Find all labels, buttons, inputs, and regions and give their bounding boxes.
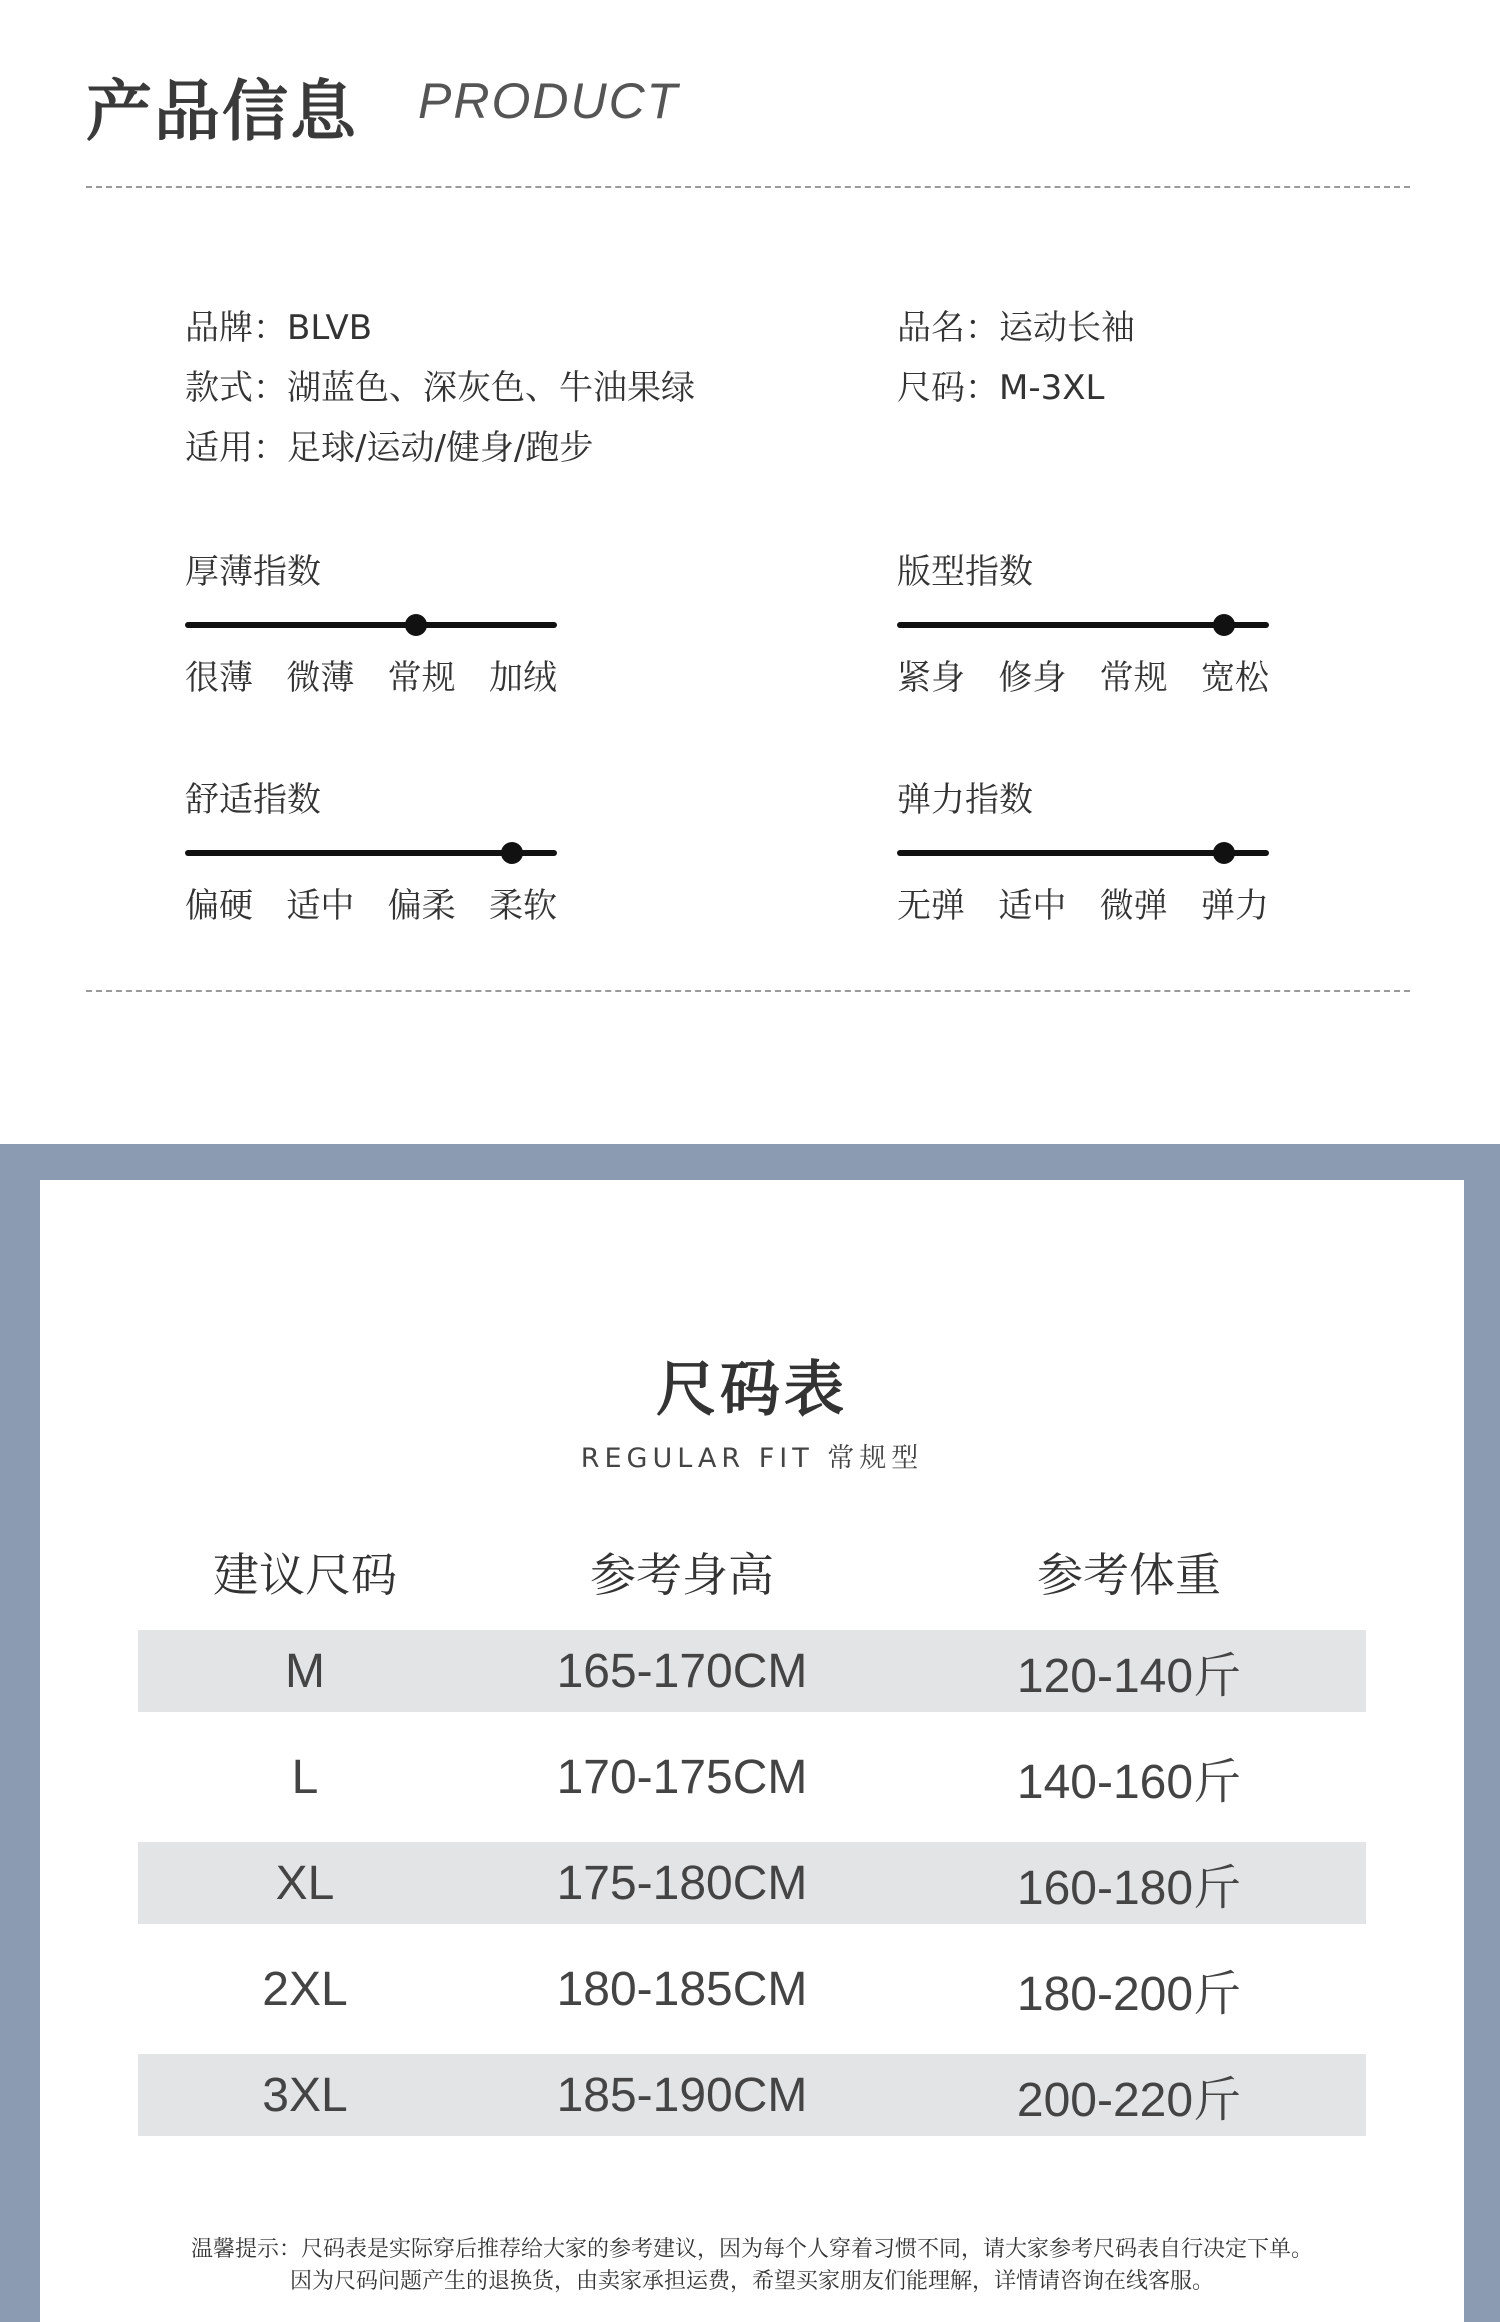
- section-header: [86, 58, 1416, 150]
- index-marker: [405, 614, 427, 636]
- spec-key: 品牌 ：: [185, 308, 287, 348]
- spec-product-name: [897, 300, 1135, 349]
- spec-size: [897, 360, 1104, 409]
- scale-label: 无弹: [897, 886, 965, 926]
- index-marker: [1213, 842, 1235, 864]
- table-row: [138, 2054, 1366, 2136]
- divider-bottom: [86, 990, 1410, 992]
- scale-label: 常规: [387, 658, 456, 698]
- table-row: [138, 1630, 1366, 1712]
- spec-value: BLVB: [287, 308, 373, 348]
- size-cell: XL: [275, 1856, 335, 1910]
- table-body: [138, 1630, 1366, 2160]
- scale-label: 微弹: [1099, 886, 1168, 926]
- height-cell: 165-170CM: [556, 1644, 808, 1698]
- weight-cell: 180-200斤: [1016, 1967, 1242, 2021]
- scale-label: 微薄: [286, 658, 355, 698]
- notice-line: 温馨提示：尺码表是实际穿后推荐给大家的参考建议，因为每个人穿着习惯不同，请大家参考尺码表自行决定下单。: [190, 2237, 1313, 2262]
- scale-label: 常规: [1099, 658, 1168, 698]
- size-chart-title: 尺码表: [656, 1355, 848, 1425]
- scale-label: 很薄: [185, 658, 253, 698]
- scale-label: 加绒: [488, 658, 557, 698]
- size-cell: 3XL: [262, 2068, 348, 2122]
- height-cell: 175-180CM: [556, 1856, 808, 1910]
- index-fit: [897, 544, 1269, 698]
- index-marker: [1213, 614, 1235, 636]
- height-cell: 185-190CM: [556, 2068, 808, 2122]
- index-thickness: [185, 544, 557, 698]
- scale-label: 偏柔: [387, 886, 456, 926]
- index-scale: [897, 650, 1269, 699]
- size-chart-subtitle: REGULAR FIT 常规型: [580, 1443, 924, 1474]
- size-chart-card: [40, 1180, 1464, 2322]
- size-chart-frame: [0, 1144, 1500, 2322]
- index-scale: [185, 878, 557, 927]
- table-header: [138, 1532, 1366, 1612]
- spec-usage: [185, 420, 593, 469]
- size-cell: L: [291, 1750, 319, 1804]
- spec-key: 款式 ：: [185, 368, 287, 408]
- index-label: 版型指数: [897, 552, 1033, 592]
- column-header-size: 建议尺码: [213, 1548, 397, 1602]
- scale-label: 弹力: [1200, 886, 1269, 926]
- scale-label: 适中: [286, 886, 355, 926]
- spec-key: 尺码 ：: [897, 368, 999, 408]
- size-cell: M: [285, 1644, 325, 1698]
- section-title-en: PRODUCT: [418, 73, 680, 129]
- scale-label: 柔软: [488, 886, 557, 926]
- weight-cell: 120-140斤: [1016, 1649, 1242, 1703]
- spec-key: 适用 ：: [185, 428, 287, 468]
- scale-label: 偏硬: [185, 886, 253, 926]
- index-scale: [185, 650, 557, 699]
- size-notice: [40, 2234, 1464, 2298]
- notice-line: 因为尺码问题产生的退换货，由卖家承担运费，希望买家朋友们能理解，详情请咨询在线客服。: [289, 2269, 1214, 2294]
- index-label: 舒适指数: [185, 780, 321, 820]
- weight-cell: 200-220斤: [1016, 2073, 1242, 2127]
- weight-cell: 140-160斤: [1016, 1755, 1242, 1809]
- table-row: [138, 1948, 1366, 2030]
- index-track: [185, 622, 557, 628]
- table-row: [138, 1736, 1366, 1818]
- height-cell: 180-185CM: [556, 1962, 808, 2016]
- scale-label: 适中: [998, 886, 1067, 926]
- height-cell: 170-175CM: [556, 1750, 808, 1804]
- spec-brand: [185, 300, 372, 349]
- spec-key: 品名 ：: [897, 308, 999, 348]
- index-comfort: [185, 772, 557, 926]
- index-label: 弹力指数: [897, 780, 1033, 820]
- size-cell: 2XL: [262, 1962, 348, 2016]
- spec-style: [185, 360, 695, 409]
- column-header-weight: 参考体重: [1037, 1548, 1221, 1602]
- index-track: [185, 850, 557, 856]
- spec-value: M-3XL: [999, 368, 1105, 408]
- section-title: 产品信息: [86, 73, 358, 150]
- index-scale: [897, 878, 1269, 927]
- scale-label: 修身: [998, 658, 1067, 698]
- weight-cell: 160-180斤: [1016, 1861, 1242, 1915]
- spec-value: 湖蓝色、深灰色、牛油果绿: [287, 368, 695, 408]
- index-marker: [501, 842, 523, 864]
- index-track: [897, 850, 1269, 856]
- spec-value: 足球/运动/健身/跑步: [287, 428, 594, 468]
- spec-value: 运动长袖: [999, 308, 1135, 348]
- scale-label: 紧身: [897, 658, 965, 698]
- column-header-height: 参考身高: [590, 1548, 774, 1602]
- scale-label: 宽松: [1200, 658, 1269, 698]
- index-track: [897, 622, 1269, 628]
- divider-top: [86, 186, 1410, 188]
- index-elasticity: [897, 772, 1269, 926]
- index-label: 厚薄指数: [185, 552, 321, 592]
- table-row: [138, 1842, 1366, 1924]
